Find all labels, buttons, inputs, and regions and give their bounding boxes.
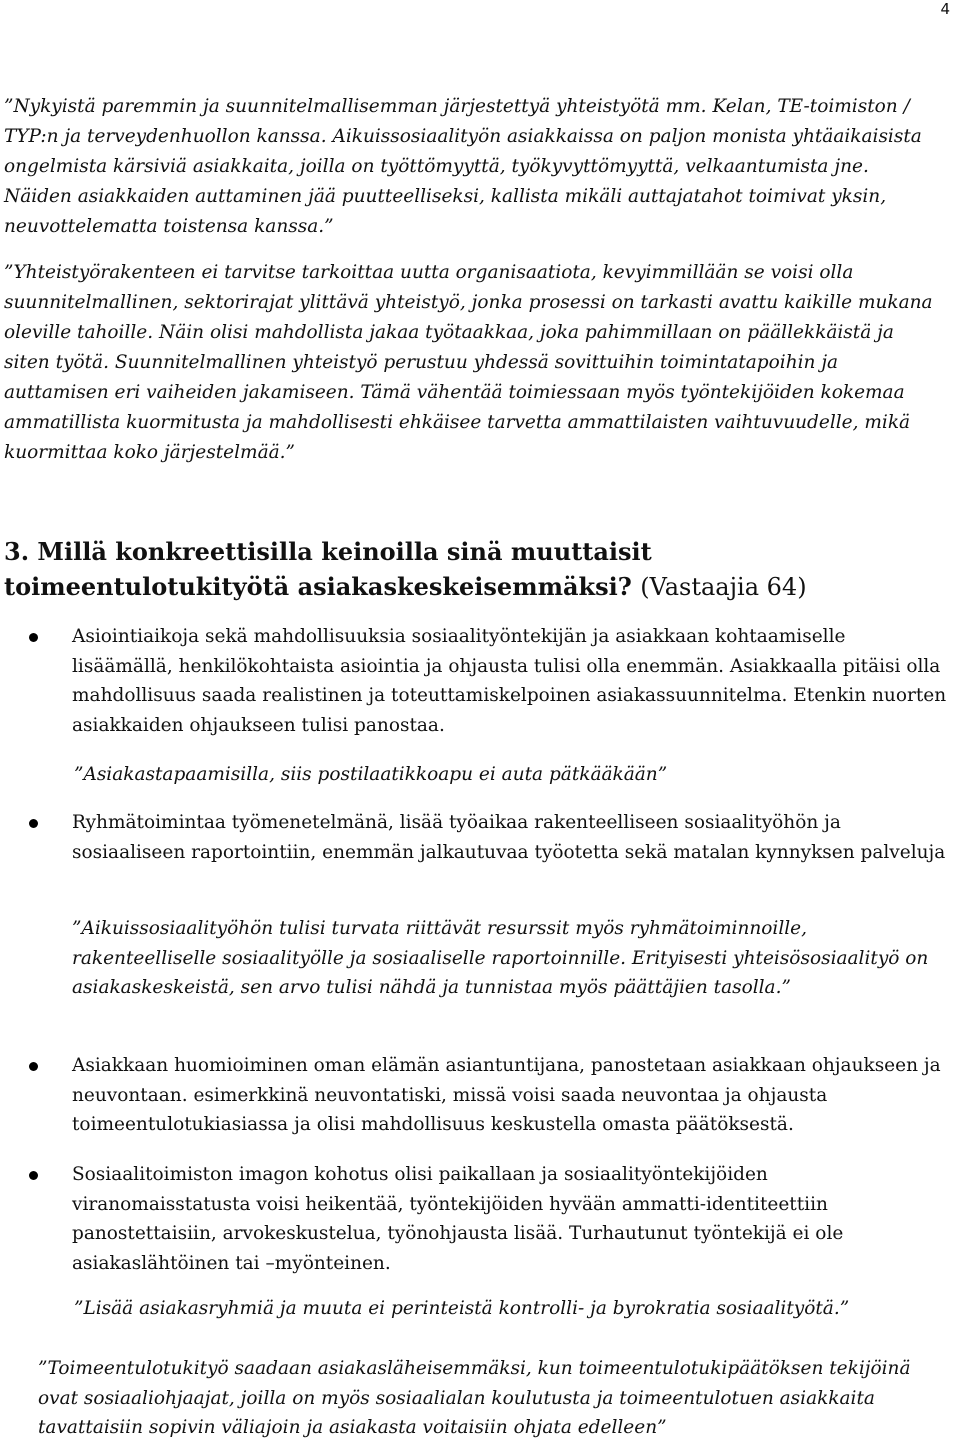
question-title: 3. Millä konkreettisilla keinoilla sinä muuttaisit toimeentulotukityötä asiakaskeskeisemmäksi? <box>4 537 652 601</box>
bullet-icon <box>29 1171 38 1180</box>
list-item <box>72 622 950 740</box>
page-number: 4 <box>940 0 950 18</box>
list-item <box>72 808 950 867</box>
quote-paragraph: ”Yhteistyörakenteen ei tarvitse tarkoittaa uutta organisaatiota, kevyimmillään se voisi olla suunnitelmallinen, sektorirajat ylittävä yhteistyö, jonka prosessi on tarkasti avattu kaikille mukana oleville tahoille. Näin olisi mahdollista jakaa työtaakkaa, joka pahimmillaan on päällekkäistä ja siten työtä. Suunnitelmallinen yhteistyö perustuu yhdessä sovittuihin toimintatapoihin ja auttamisen eri vaiheiden jakamiseen. Tämä vähentää toimiessaan myös työntekijöiden kokemaa ammatillista kuormitusta ja mahdollisesti ehkäisee tarvetta ammattilaisten vaihtuvuudelle, mikä kuormittaa koko järjestelmää.” <box>4 262 933 463</box>
bullet-icon <box>29 1062 38 1071</box>
question-heading <box>4 534 940 605</box>
bullet-text: Asiakkaan huomioiminen oman elämän asiantuntijana, panostetaan asiakkaan ohjaukseen ja neuvontaan. esimerkkinä neuvontatiski, missä voisi saada neuvontaa ja ohjausta toimeentulotukiasiassa ja olisi mahdollisuus keskustella omasta päätöksestä. <box>72 1055 941 1135</box>
bullet-text: Asiointiaikoja sekä mahdollisuuksia sosiaalityöntekijän ja asiakkaan kohtaamiselle lisäämällä, henkilökohtaista asiointia ja ohjausta tulisi olla enemmän. Asiakkaalla pitäisi olla mahdollisuus saada realistinen ja toteuttamiskelpoinen asiakassuunnitelma. Etenkin nuorten asiakkaiden ohjaukseen tulisi panostaa. <box>72 626 947 736</box>
inline-quote: ”Aikuissosiaalityöhön tulisi turvata riittävät resurssit myös ryhmätoiminnoille, rakenteelliselle sosiaalityölle ja sosiaaliselle raportoinnille. Erityisesti yhteisösosiaalityö on asiakaskeskeistä, sen arvo tulisi nähdä ja tunnistaa myös päättäjien tasolla.” <box>72 918 929 998</box>
respondent-count: (Vastaajia 64) <box>640 573 807 601</box>
bullet-icon <box>29 633 38 642</box>
inline-quote: ”Asiakastapaamisilla, siis postilaatikkoapu ei auta pätkääkään” <box>74 764 668 785</box>
inline-quote: ”Toimeentulotukityö saadaan asiakasläheisemmäksi, kun toimeentulotukipäätöksen tekijöinä ovat sosiaaliohjaajat, joilla on myös sosiaalialan koulutusta ja toimeentulotuen asiakkaita tavattaisiin sopivin väliajoin ja asiakasta voitaisiin ohjata edelleen” <box>38 1358 911 1438</box>
bullet-text: Ryhmätoimintaa työmenetelmänä, lisää työaikaa rakenteelliseen sosiaalityöhön ja sosiaaliseen raportointiin, enemmän jalkautuvaa työotetta sekä matalan kynnyksen palveluja <box>72 812 946 863</box>
list-item <box>72 1160 950 1278</box>
quote-paragraph: ”Nykyistä paremmin ja suunnitelmallisemman järjestettyä yhteistyötä mm. Kelan, TE-toimiston / TYP:n ja terveydenhuollon kanssa. Aikuissosiaalityön asiakkaissa on paljon monista yhtäaikaisista ongelmista kärsiviä asiakkaita, joilla on työttömyyttä, työkyvyttömyyttä, velkaantumista jne. Näiden asiakkaiden auttaminen jää puutteelliseksi, kallista mikäli auttajatahot toimivat yksin, neuvottelematta toistensa kanssa.” <box>4 96 922 237</box>
inline-quote: ”Lisää asiakasryhmiä ja muuta ei perinteistä kontrolli- ja byrokratia sosiaalityötä.” <box>74 1298 850 1319</box>
list-item <box>72 1051 950 1140</box>
bullet-text: Sosiaalitoimiston imagon kohotus olisi paikallaan ja sosiaalityöntekijöiden viranomaisstatusta voisi heikentää, työntekijöiden hyvään ammatti-identiteettiin panostettaisiin, arvokeskustelua, työnohjausta lisää. Turhautunut työntekijä ei ole asiakaslähtöinen tai –myönteinen. <box>72 1164 844 1274</box>
bullet-icon <box>29 819 38 828</box>
